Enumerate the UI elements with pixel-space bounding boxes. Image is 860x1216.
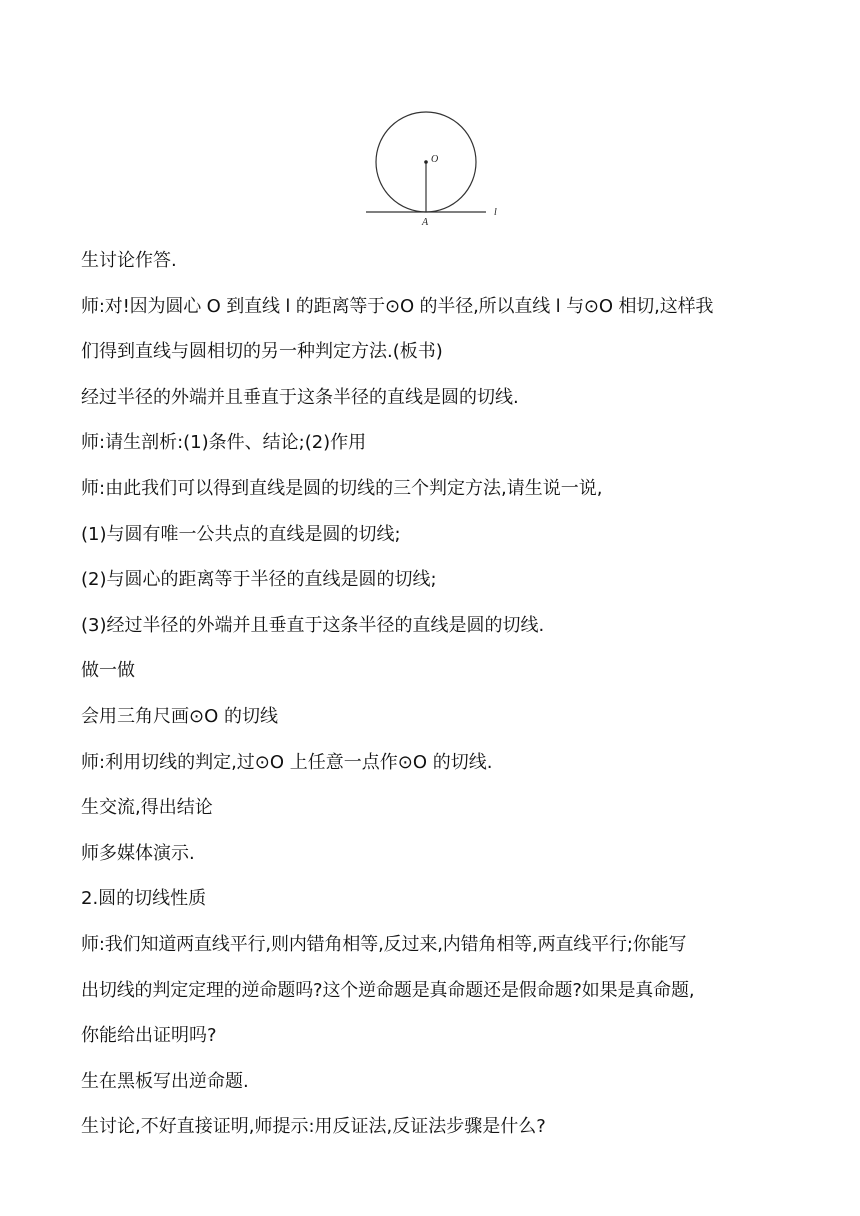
paragraph: (3)经过半径的外端并且垂直于这条半径的直线是圆的切线. — [81, 614, 545, 636]
paragraph: 生交流,得出结论 — [81, 797, 213, 819]
paragraph: 师:对!因为圆心 O 到直线 l 的距离等于⊙O 的半径,所以直线 l 与⊙O 相切,这样我 — [81, 295, 714, 317]
paragraph: (2)与圆心的距离等于半径的直线是圆的切线; — [81, 569, 437, 591]
center-point — [424, 160, 428, 164]
paragraph: (1)与圆有唯一公共点的直线是圆的切线; — [81, 523, 401, 545]
paragraph: 师:我们知道两直线平行,则内错角相等,反过来,内错角相等,两直线平行;你能写 — [81, 933, 687, 955]
paragraph: 你能给出证明吗? — [81, 1025, 217, 1047]
paragraph: 生讨论作答. — [81, 250, 177, 271]
paragraph: 做一做 — [81, 660, 135, 682]
tangent-circle-figure — [360, 108, 510, 232]
document-body — [81, 244, 793, 1156]
paragraph: 生讨论,不好直接证明,师提示:用反证法,反证法步骤是什么? — [81, 1116, 546, 1138]
paragraph: 师:请生剖析:(1)条件、结论;(2)作用 — [81, 432, 367, 454]
paragraph: 师:由此我们可以得到直线是圆的切线的三个判定方法,请生说一说, — [81, 477, 603, 499]
paragraph: 师:利用切线的判定,过⊙O 上任意一点作⊙O 的切线. — [81, 751, 493, 773]
paragraph: 们得到直线与圆相切的另一种判定方法.(板书) — [81, 341, 443, 363]
point-a-label: A — [422, 217, 429, 228]
center-label: O — [431, 154, 439, 165]
paragraph: 师多媒体演示. — [81, 842, 195, 864]
paragraph: 2.圆的切线性质 — [81, 888, 207, 910]
paragraph: 经过半径的外端并且垂直于这条半径的直线是圆的切线. — [81, 386, 519, 408]
line-l-label: l — [494, 207, 497, 218]
paragraph: 会用三角尺画⊙O 的切线 — [81, 705, 278, 727]
paragraph: 生在黑板写出逆命题. — [81, 1070, 249, 1092]
figure-svg — [360, 108, 510, 232]
paragraph: 出切线的判定定理的逆命题吗?这个逆命题是真命题还是假命题?如果是真命题, — [81, 979, 695, 1001]
